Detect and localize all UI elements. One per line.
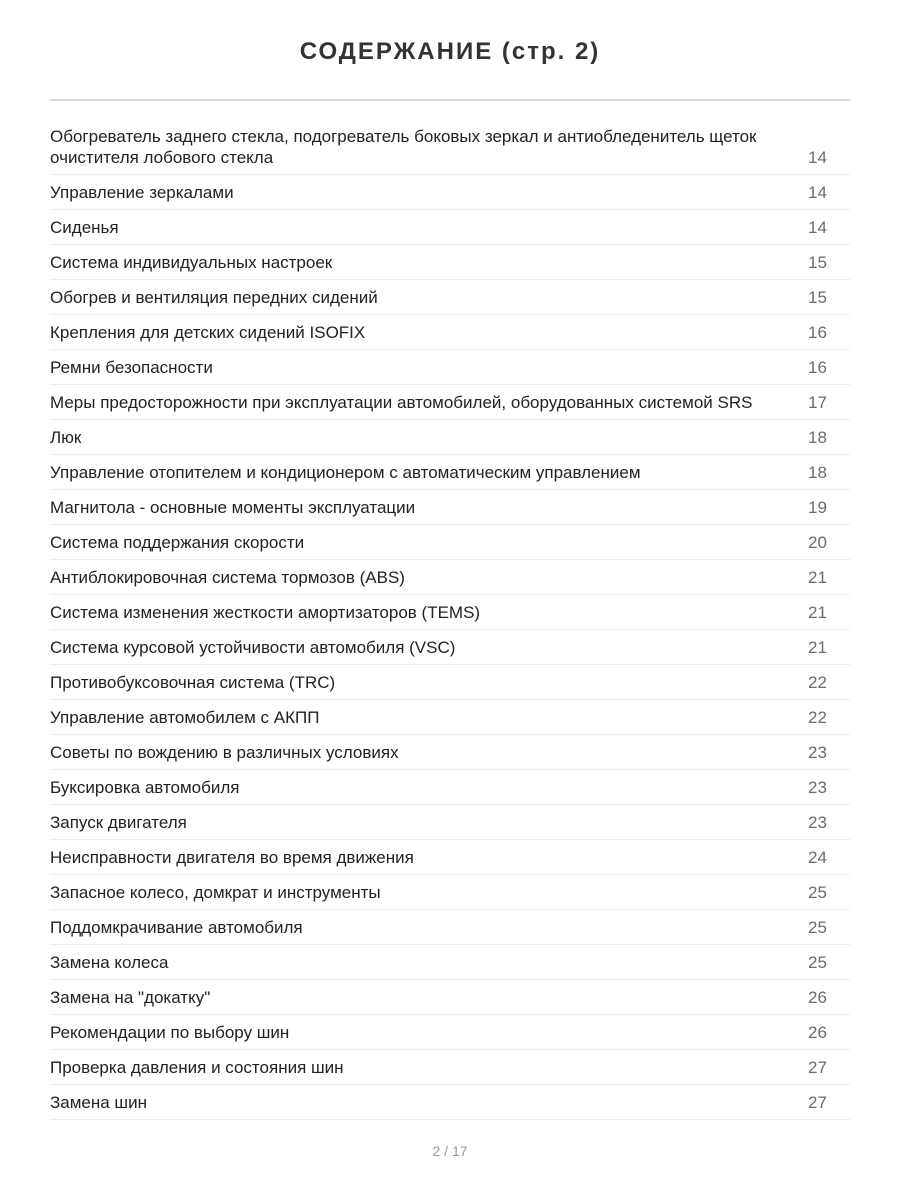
toc-entry-page: 23 xyxy=(808,813,827,832)
toc-entry-page: 23 xyxy=(808,778,827,797)
toc-entry-page: 26 xyxy=(808,988,827,1007)
page-title: СОДЕРЖАНИЕ (стр. 2) xyxy=(299,38,601,65)
toc-entry[interactable] xyxy=(50,525,850,560)
toc-entry-page: 25 xyxy=(808,918,827,937)
toc-entry-page: 21 xyxy=(808,638,827,657)
toc-entry-title: Поддомкрачивание автомобиля xyxy=(50,918,303,937)
toc-entry[interactable] xyxy=(50,1085,850,1120)
page-indicator: 2 / 17 xyxy=(432,1143,468,1159)
toc-entry-title: Управление зеркалами xyxy=(50,183,234,202)
toc-entry-page: 14 xyxy=(808,218,827,237)
toc-entry-page: 16 xyxy=(808,358,827,377)
table-of-contents xyxy=(50,125,850,1120)
toc-entry-title: Система поддержания скорости xyxy=(50,533,305,552)
toc-entry[interactable] xyxy=(50,315,850,350)
toc-entry-page: 16 xyxy=(808,323,827,342)
toc-entry[interactable] xyxy=(50,385,850,420)
toc-entry-title: Люк xyxy=(50,428,82,447)
toc-entry-page: 26 xyxy=(808,1023,827,1042)
toc-entry-page: 27 xyxy=(808,1093,827,1112)
toc-entry-title: Замена на "докатку" xyxy=(50,988,211,1007)
toc-entry-title: Крепления для детских сидений ISOFIX xyxy=(50,323,366,342)
toc-entry[interactable] xyxy=(50,280,850,315)
toc-entry-page: 20 xyxy=(808,533,827,552)
toc-entry[interactable] xyxy=(50,560,850,595)
toc-entry[interactable] xyxy=(50,805,850,840)
toc-entry[interactable] xyxy=(50,700,850,735)
toc-entry-page: 15 xyxy=(808,288,827,307)
toc-entry[interactable] xyxy=(50,210,850,245)
toc-entry[interactable] xyxy=(50,595,850,630)
toc-entry-title: Ремни безопасности xyxy=(50,358,213,377)
toc-entry-page: 21 xyxy=(808,568,827,587)
toc-entry-page: 25 xyxy=(808,883,827,902)
toc-entry-page: 27 xyxy=(808,1058,827,1077)
toc-entry[interactable] xyxy=(50,490,850,525)
toc-entry-title: Управление автомобилем с АКПП xyxy=(50,708,320,727)
toc-entry[interactable] xyxy=(50,945,850,980)
toc-entry-title: Управление отопителем и кондиционером с автоматическим управлением xyxy=(50,463,641,482)
toc-entry-page: 18 xyxy=(808,428,827,447)
toc-entry-title: Замена колеса xyxy=(50,953,169,972)
toc-entry-page: 18 xyxy=(808,463,827,482)
toc-entry-page: 21 xyxy=(808,603,827,622)
toc-entry[interactable] xyxy=(50,455,850,490)
toc-entry-page: 15 xyxy=(808,253,827,272)
toc-entry-title: Сиденья xyxy=(50,218,119,237)
toc-entry-title: Буксировка автомобиля xyxy=(50,778,240,797)
toc-entry[interactable] xyxy=(50,630,850,665)
toc-entry[interactable] xyxy=(50,910,850,945)
toc-entry-title: Обогреватель заднего стекла, подогреватель боковых зеркал и антиобледенитель щеток очистителя лобового стекла xyxy=(50,127,757,167)
toc-entry-title: Система изменения жесткости амортизаторов (TEMS) xyxy=(50,603,481,622)
toc-entry[interactable] xyxy=(50,980,850,1015)
toc-entry[interactable] xyxy=(50,175,850,210)
toc-entry-title: Неисправности двигателя во время движения xyxy=(50,848,414,867)
toc-entry-page: 25 xyxy=(808,953,827,972)
toc-entry[interactable] xyxy=(50,245,850,280)
toc-entry[interactable] xyxy=(50,420,850,455)
toc-entry-title: Система индивидуальных настроек xyxy=(50,253,333,272)
toc-entry-page: 14 xyxy=(808,183,827,202)
toc-entry[interactable] xyxy=(50,840,850,875)
toc-entry-page: 19 xyxy=(808,498,827,517)
toc-entry[interactable] xyxy=(50,1015,850,1050)
toc-entry[interactable] xyxy=(50,125,850,175)
toc-entry-title: Запасное колесо, домкрат и инструменты xyxy=(50,883,381,902)
toc-entry[interactable] xyxy=(50,735,850,770)
toc-entry[interactable] xyxy=(50,665,850,700)
toc-entry-title: Замена шин xyxy=(50,1093,147,1112)
toc-entry-title: Советы по вождению в различных условиях xyxy=(50,743,399,762)
toc-entry-title: Система курсовой устойчивости автомобиля (VSC) xyxy=(50,638,456,657)
toc-entry-title: Меры предосторожности при эксплуатации автомобилей, оборудованных системой SRS xyxy=(50,393,753,412)
toc-entry-title: Обогрев и вентиляция передних сидений xyxy=(50,288,378,307)
toc-entry-title: Магнитола - основные моменты эксплуатации xyxy=(50,498,416,517)
toc-entry[interactable] xyxy=(50,350,850,385)
toc-entry-title: Антиблокировочная система тормозов (ABS) xyxy=(50,568,405,587)
title-divider xyxy=(50,99,850,101)
toc-entry-title: Рекомендации по выбору шин xyxy=(50,1023,290,1042)
toc-entry-page: 23 xyxy=(808,743,827,762)
toc-entry-page: 14 xyxy=(808,148,827,167)
toc-entry-page: 22 xyxy=(808,673,827,692)
toc-entry[interactable] xyxy=(50,1050,850,1085)
toc-entry-title: Запуск двигателя xyxy=(50,813,187,832)
toc-entry-title: Проверка давления и состояния шин xyxy=(50,1058,344,1077)
toc-entry-page: 17 xyxy=(808,393,827,412)
toc-entry-page: 24 xyxy=(808,848,827,867)
toc-entry[interactable] xyxy=(50,875,850,910)
toc-entry-page: 22 xyxy=(808,708,827,727)
toc-entry-title: Противобуксовочная система (TRC) xyxy=(50,673,336,692)
toc-entry[interactable] xyxy=(50,770,850,805)
